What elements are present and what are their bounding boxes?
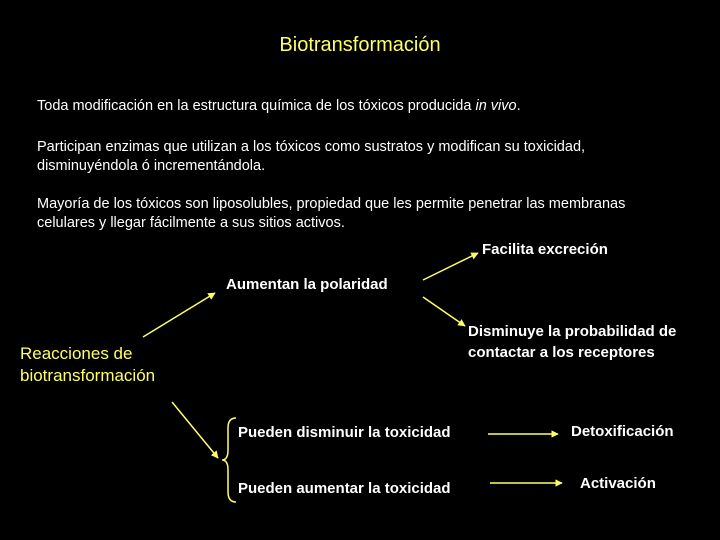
node-detoxification: Detoxificación: [571, 423, 674, 440]
root-node-reactions: Reacciones de biotransformación: [20, 344, 156, 385]
node-activation: Activación: [580, 475, 656, 492]
toxicity-brace: [222, 418, 236, 502]
node-excretion: Facilita excreción: [482, 241, 608, 258]
arrow-polarity-to-receptors: [423, 297, 465, 326]
node-increase-toxicity: Pueden aumentar la toxicidad: [238, 480, 451, 497]
definition-paragraph: Toda modificación en la estructura química de los tóxicos producida in vivo.: [37, 98, 521, 114]
slide-title: Biotransformación: [279, 34, 441, 56]
node-receptors: Disminuye la probabilidad de contactar a los receptores: [468, 323, 677, 361]
liposoluble-paragraph: Mayoría de los tóxicos son liposolubles, propiedad que les permite penetrar las membranas celulares y llegar fácilmente a sus sitios activos.: [37, 196, 626, 231]
arrow-root-to-polarity: [143, 293, 215, 337]
node-polarity: Aumentan la polaridad: [226, 276, 388, 293]
enzymes-paragraph: Participan enzimas que utilizan a los tóxicos como sustratos y modifican su toxicidad, disminuyéndola ó incrementándola.: [37, 139, 586, 174]
node-decrease-toxicity: Pueden disminuir la toxicidad: [238, 424, 451, 441]
arrow-polarity-to-excretion: [423, 253, 478, 280]
arrow-root-to-toxicity-branch: [172, 402, 218, 458]
